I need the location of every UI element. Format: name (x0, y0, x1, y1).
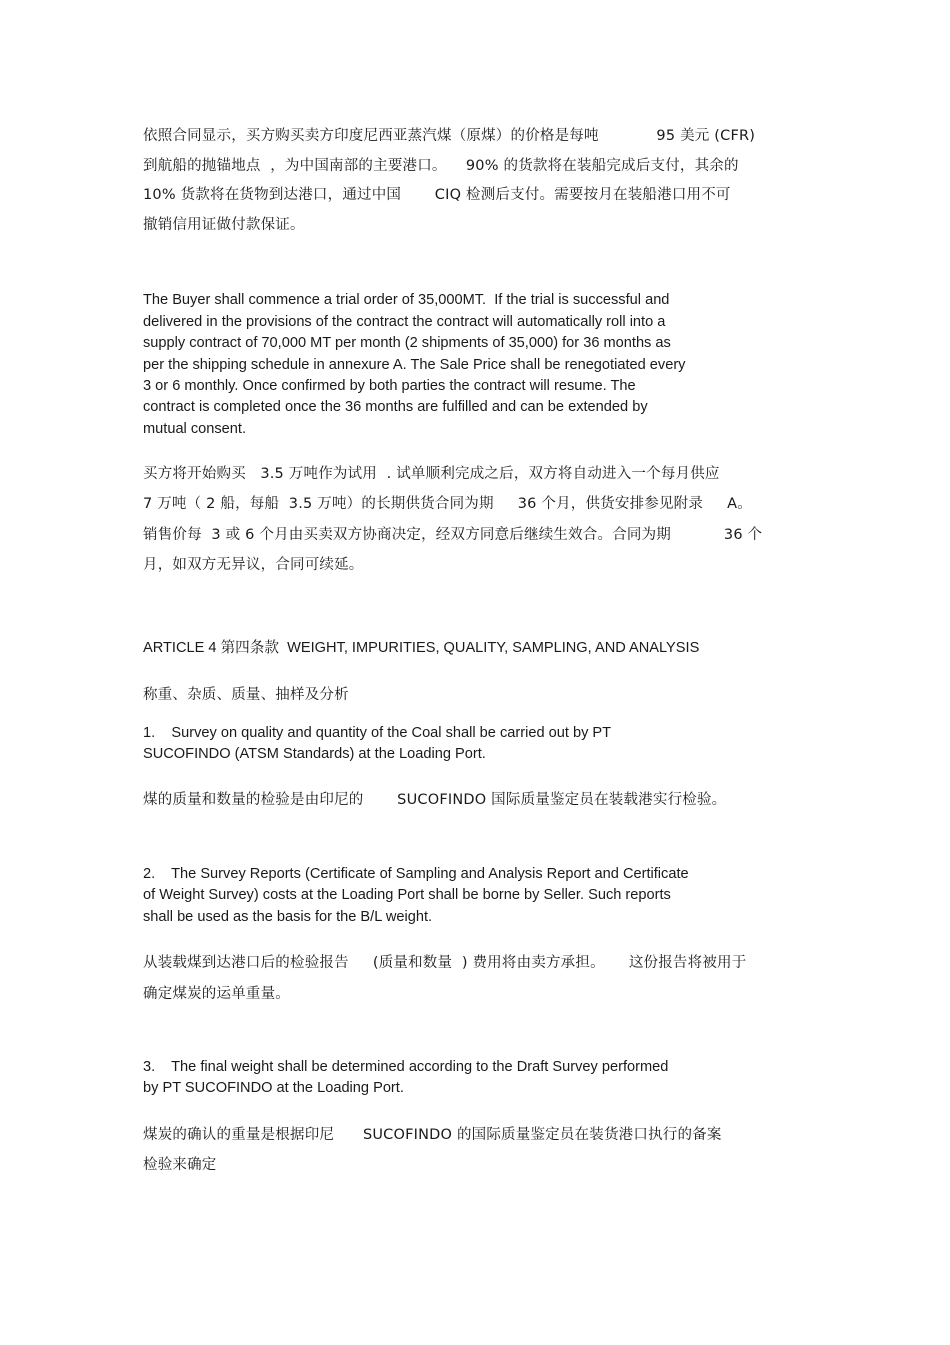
para1-zh-line: 依照合同显示，买方购买卖方印度尼西亚蒸汽煤（原煤）的价格是每吨 95 美元 (CFR) (143, 128, 756, 144)
para2-en-line: per the shipping schedule in annexure A. The Sale Price shall be renegotiated every (143, 357, 686, 373)
item3-en-line: by PT SUCOFINDO at the Loading Port. (143, 1080, 404, 1096)
item2-en-line: shall be used as the basis for the B/L weight. (143, 909, 433, 925)
para2-zh-line: 月，如双方无异议，合同可续延。 (143, 557, 364, 573)
item2-en-line: of Weight Survey) costs at the Loading Port shall be borne by Seller. Such reports (143, 887, 671, 903)
item2-zh-line: 从装载煤到达港口后的检验报告 (质量和数量 ) 费用将由卖方承担。 这份报告将被用于 (143, 955, 747, 971)
item3-en-line: 3. The final weight shall be determined according to the Draft Survey performed (143, 1059, 669, 1075)
item2-zh-line: 确定煤炭的运单重量。 (143, 986, 290, 1002)
para2-zh-line: 7 万吨（ 2 船，每船 3.5 万吨）的长期供货合同为期 36 个月，供货安排参见附录 A。 (143, 496, 752, 512)
para2-en-line: delivered in the provisions of the contract the contract will automatically roll into a (143, 314, 666, 330)
item1-en-line: 1. Survey on quality and quantity of the Coal shall be carried out by PT (143, 725, 612, 741)
item1-zh-line: 煤的质量和数量的检验是由印尼的 SUCOFINDO 国际质量鉴定员在装载港实行检验。 (143, 792, 727, 808)
para1-zh-line: 撤销信用证做付款保证。 (143, 217, 305, 233)
article-heading-zh: 称重、杂质、质量、抽样及分析 (143, 687, 349, 703)
item1-en-line: SUCOFINDO (ATSM Standards) at the Loading Port. (143, 746, 486, 762)
para1-zh-line: 到航船的抛锚地点 ，为中国南部的主要港口。 90% 的货款将在装船完成后支付，其余的 (143, 158, 739, 174)
para2-en-line: mutual consent. (143, 421, 247, 437)
item3-zh-line: 检验来确定 (143, 1157, 217, 1173)
item2-en-line: 2. The Survey Reports (Certificate of Sampling and Analysis Report and Certificate (143, 866, 689, 882)
para2-zh-line: 买方将开始购买 3.5 万吨作为试用 . 试单顺利完成之后，双方将自动进入一个每月供应 (143, 466, 720, 482)
para2-en-line: 3 or 6 monthly. Once confirmed by both parties the contract will resume. The (143, 378, 636, 394)
para2-en-line: supply contract of 70,000 MT per month (2 shipments of 35,000) for 36 months as (143, 335, 671, 351)
para1-zh-line: 10% 货款将在货物到达港口，通过中国 CIQ 检测后支付。需要按月在装船港口用不可 (143, 187, 731, 203)
item3-zh-line: 煤炭的确认的重量是根据印尼 SUCOFINDO 的国际质量鉴定员在装货港口执行的备案 (143, 1127, 722, 1143)
para2-zh-line: 销售价每 3 或 6 个月由买卖双方协商决定，经双方同意后继续生效合。合同为期 36 个 (143, 527, 763, 543)
para2-en-line: The Buyer shall commence a trial order of 35,000MT. If the trial is successful and (143, 292, 670, 308)
para2-en-line: contract is completed once the 36 months are fulfilled and can be extended by (143, 399, 648, 415)
article-heading: ARTICLE 4 第四条款 WEIGHT, IMPURITIES, QUALITY, SAMPLING, AND ANALYSIS (143, 640, 700, 656)
